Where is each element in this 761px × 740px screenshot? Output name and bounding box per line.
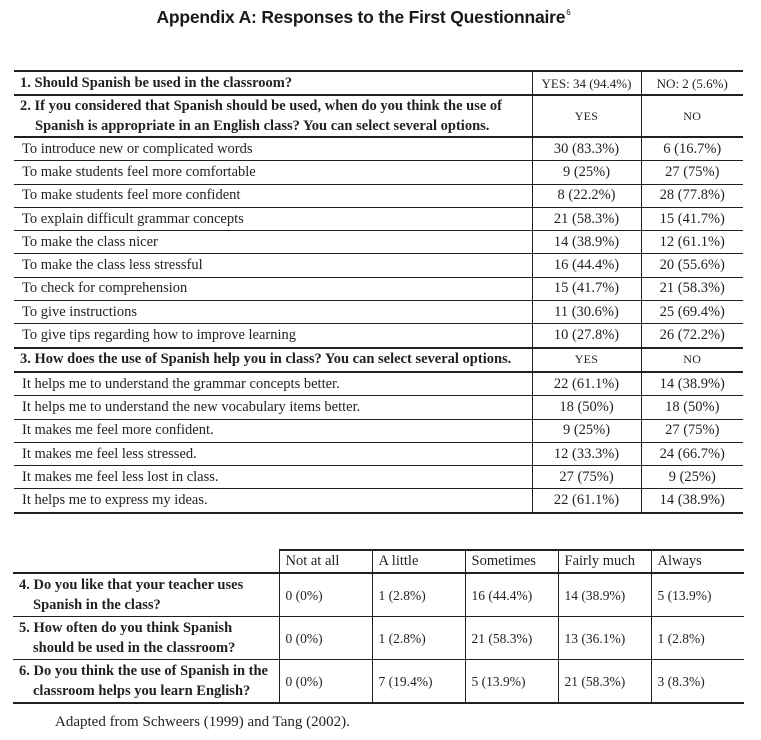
row-no-value: 26 (72.2%) xyxy=(641,324,743,348)
question-2-line-2: Spanish is appropriate in an English class? You can select several options. xyxy=(35,118,490,134)
table-row xyxy=(14,301,743,324)
row-yes-value: 18 (50%) xyxy=(532,396,641,419)
header-sometimes: Sometimes xyxy=(465,550,558,573)
row-label: It makes me feel more confident. xyxy=(14,419,532,442)
row-no-value: 28 (77.8%) xyxy=(641,184,743,207)
value-not-at-all: 0 (0%) xyxy=(279,617,372,660)
row-label: It helps me to understand the new vocabulary items better. xyxy=(14,396,532,419)
page-title xyxy=(0,2,727,28)
header-fairly-much: Fairly much xyxy=(558,550,651,573)
table-row xyxy=(14,324,743,348)
value-fairly-much: 14 (38.9%) xyxy=(558,573,651,617)
question-6-row xyxy=(13,660,744,704)
row-label: To give tips regarding how to improve learning xyxy=(14,324,532,348)
row-label: To explain difficult grammar concepts xyxy=(14,207,532,230)
value-always: 3 (8.3%) xyxy=(651,660,744,704)
row-no-value: 27 (75%) xyxy=(641,161,743,184)
row-label: To make students feel more confident xyxy=(14,184,532,207)
value-not-at-all: 0 (0%) xyxy=(279,573,372,617)
row-no-value: 25 (69.4%) xyxy=(641,301,743,324)
value-always: 1 (2.8%) xyxy=(651,617,744,660)
question-1-no: NO: 2 (5.6%) xyxy=(641,71,743,95)
question-3-no-header: NO xyxy=(641,348,743,372)
question-6-line-2: classroom helps you learn English? xyxy=(33,683,251,699)
value-sometimes: 16 (44.4%) xyxy=(465,573,558,617)
table-row xyxy=(14,489,743,513)
table-row xyxy=(14,466,743,489)
row-no-value: 14 (38.9%) xyxy=(641,372,743,396)
row-no-value: 20 (55.6%) xyxy=(641,254,743,277)
header-not-at-all: Not at all xyxy=(279,550,372,573)
value-always: 5 (13.9%) xyxy=(651,573,744,617)
row-yes-value: 15 (41.7%) xyxy=(532,277,641,300)
row-label: To make the class nicer xyxy=(14,231,532,254)
row-no-value: 14 (38.9%) xyxy=(641,489,743,513)
row-no-value: 27 (75%) xyxy=(641,419,743,442)
table-row xyxy=(14,419,743,442)
question-2-yes-header: YES xyxy=(532,95,641,137)
row-label: To make students feel more comfortable xyxy=(14,161,532,184)
row-yes-value: 8 (22.2%) xyxy=(532,184,641,207)
question-5-text xyxy=(13,617,279,660)
questionnaire-table-yes-no xyxy=(14,70,743,514)
question-4-line-2: Spanish in the class? xyxy=(33,597,161,613)
header-blank-cell xyxy=(13,550,279,573)
source-footnote: Adapted from Schweers (1999) and Tang (2002). xyxy=(55,714,350,730)
row-yes-value: 14 (38.9%) xyxy=(532,231,641,254)
question-1-yes: YES: 34 (94.4%) xyxy=(532,71,641,95)
row-yes-value: 22 (61.1%) xyxy=(532,372,641,396)
row-yes-value: 27 (75%) xyxy=(532,466,641,489)
question-2-header-row xyxy=(14,95,743,137)
row-no-value: 9 (25%) xyxy=(641,466,743,489)
question-5-line-1: 5. How often do you think Spanish xyxy=(19,620,233,636)
question-2-no-header: NO xyxy=(641,95,743,137)
row-yes-value: 10 (27.8%) xyxy=(532,324,641,348)
row-yes-value: 12 (33.3%) xyxy=(532,442,641,465)
row-yes-value: 11 (30.6%) xyxy=(532,301,641,324)
value-a-little: 1 (2.8%) xyxy=(372,573,465,617)
row-no-value: 21 (58.3%) xyxy=(641,277,743,300)
table-row xyxy=(14,231,743,254)
frequency-header-row xyxy=(13,550,744,573)
header-a-little: A little xyxy=(372,550,465,573)
question-1-row xyxy=(14,71,743,95)
row-no-value: 12 (61.1%) xyxy=(641,231,743,254)
table-row xyxy=(14,207,743,230)
row-label: To give instructions xyxy=(14,301,532,324)
question-2-line-1: 2. If you considered that Spanish should be used, when do you think the use of xyxy=(20,98,502,114)
value-sometimes: 21 (58.3%) xyxy=(465,617,558,660)
question-2-text xyxy=(14,95,532,137)
table-row xyxy=(14,137,743,161)
question-6-text xyxy=(13,660,279,704)
table-row xyxy=(14,184,743,207)
question-3-text: 3. How does the use of Spanish help you in class? You can select several options. xyxy=(14,348,532,372)
row-label: To introduce new or complicated words xyxy=(14,137,532,161)
page-title-text: Appendix A: Responses to the First Questionnaire xyxy=(156,7,566,27)
row-no-value: 18 (50%) xyxy=(641,396,743,419)
row-label: To make the class less stressful xyxy=(14,254,532,277)
question-5-line-2: should be used in the classroom? xyxy=(33,640,236,656)
table-row xyxy=(14,277,743,300)
row-label: It helps me to understand the grammar concepts better. xyxy=(14,372,532,396)
question-3-yes-header: YES xyxy=(532,348,641,372)
row-no-value: 15 (41.7%) xyxy=(641,207,743,230)
value-fairly-much: 13 (36.1%) xyxy=(558,617,651,660)
header-always: Always xyxy=(651,550,744,573)
question-4-text xyxy=(13,573,279,617)
row-no-value: 6 (16.7%) xyxy=(641,137,743,161)
row-label: To check for comprehension xyxy=(14,277,532,300)
value-sometimes: 5 (13.9%) xyxy=(465,660,558,704)
table-row xyxy=(14,442,743,465)
value-fairly-much: 21 (58.3%) xyxy=(558,660,651,704)
row-label: It makes me feel less lost in class. xyxy=(14,466,532,489)
row-label: It helps me to express my ideas. xyxy=(22,492,208,509)
table-row xyxy=(14,396,743,419)
table-row xyxy=(14,372,743,396)
row-yes-value: 9 (25%) xyxy=(532,161,641,184)
row-yes-value: 22 (61.1%) xyxy=(532,489,641,513)
questionnaire-table-frequency xyxy=(13,549,744,704)
value-a-little: 7 (19.4%) xyxy=(372,660,465,704)
question-5-row xyxy=(13,617,744,660)
row-yes-value: 9 (25%) xyxy=(532,419,641,442)
row-label: It makes me feel less stressed. xyxy=(14,442,532,465)
question-1-text: 1. Should Spanish be used in the classroom? xyxy=(14,71,532,95)
row-no-value: 24 (66.7%) xyxy=(641,442,743,465)
table-row xyxy=(14,161,743,184)
row-yes-value: 21 (58.3%) xyxy=(532,207,641,230)
value-a-little: 1 (2.8%) xyxy=(372,617,465,660)
value-not-at-all: 0 (0%) xyxy=(279,660,372,704)
footnote-reference: 6 xyxy=(566,8,571,17)
row-yes-value: 16 (44.4%) xyxy=(532,254,641,277)
row-yes-value: 30 (83.3%) xyxy=(532,137,641,161)
question-4-row xyxy=(13,573,744,617)
question-3-header-row xyxy=(14,348,743,372)
table-row xyxy=(14,254,743,277)
question-4-line-1: 4. Do you like that your teacher uses xyxy=(19,577,244,593)
question-6-line-1: 6. Do you think the use of Spanish in the xyxy=(19,663,268,679)
